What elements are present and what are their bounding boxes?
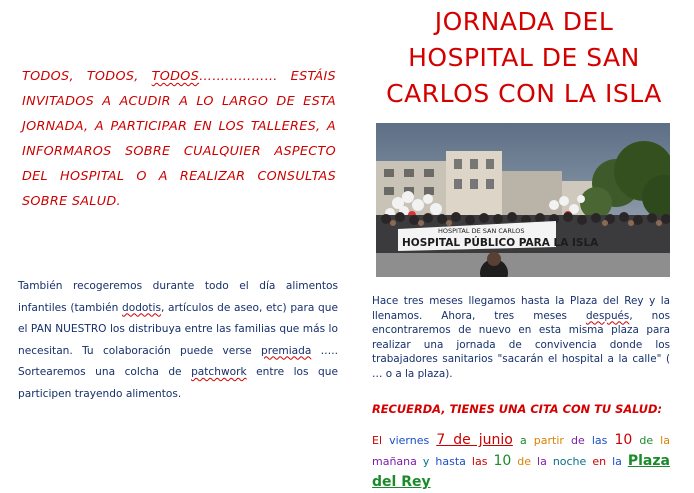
event-word: de (571, 434, 585, 447)
page-title (364, 4, 684, 112)
event-word: las (591, 434, 608, 447)
event-word: y (422, 455, 430, 468)
event-end-hour: 10 (493, 453, 512, 469)
word-despues: después (585, 309, 630, 322)
event-date: 7 de junio (436, 432, 513, 448)
title-line-2: HOSPITAL DE SAN (408, 43, 640, 72)
event-word: de (639, 434, 654, 447)
invitation-text (22, 64, 336, 214)
reminder-heading: RECUERDA, TIENES UNA CITA CON TU SALUD: (372, 402, 663, 416)
event-word: mañana (372, 455, 417, 468)
event-word: la (660, 434, 670, 447)
collection-part-1: También recogeremos durante todo el día alimentos infantiles (también (18, 280, 338, 314)
event-start-hour: 10 (614, 432, 633, 448)
invitation-lead-emphasis: TODOS (151, 69, 200, 84)
invitation-lead: TODOS, TODOS, (22, 69, 152, 84)
event-word: a (519, 434, 527, 447)
title-line-1: JORNADA DEL (434, 7, 614, 36)
title-line-3: CARLOS CON LA ISLA (386, 79, 662, 108)
collection-part-2: , artículos de aseo, etc) para que el PAN NUESTRO los distribuya entre las familias que más lo necesitan. Tu colaboración puede verse (18, 301, 338, 357)
event-word: de (517, 455, 532, 468)
food-collection-text (18, 276, 338, 405)
event-word: hasta (435, 455, 466, 468)
word-patchwork: patchwork (191, 366, 247, 378)
protest-photo (376, 123, 670, 277)
protest-photo-illustration (376, 123, 670, 277)
event-details (372, 430, 670, 493)
event-word: las (471, 455, 488, 468)
event-word: noche (552, 455, 587, 468)
event-word: la (612, 455, 622, 468)
event-word: El (372, 434, 383, 447)
event-place: Plaza del Rey (372, 453, 670, 490)
report-part-1: Hace tres meses llegamos hasta la Plaza del Rey y la llenamos. Ahora, tres meses (372, 295, 670, 322)
banner-main-text: HOSPITAL PÚBLICO PARA LA ISLA (402, 237, 599, 249)
report-text (372, 294, 670, 382)
invitation-body: ……………… ESTÁIS INVITADOS A ACUDIR A LO LARGO DE ESTA JORNADA, A PARTICIPAR EN LOS TALLERES, A INFORMAROS SOBRE CUALQUIER ASPECTO DEL HOSPITAL O A REALIZAR CONSULTAS SOBRE SALUD. (22, 69, 336, 209)
left-column (12, 0, 338, 482)
event-word: en (592, 455, 607, 468)
banner-top-text: HOSPITAL DE SAN CARLOS (438, 227, 525, 235)
event-word: partir (533, 434, 564, 447)
word-dodotis: dodotis (121, 301, 162, 314)
collection-part-3: ….. Sortearemos una colcha de (18, 344, 338, 378)
report-part-2: , nos encontraremos de nuevo en esta misma plaza para realizar una jornada de convivencia donde los trabajadores sanitarios "sacarán el hospital a la calle" ( … o a la plaza). (372, 309, 670, 380)
word-premiada: premiada (261, 344, 312, 357)
collection-part-4: entre los que participen trayendo alimentos. (18, 366, 338, 400)
event-word: la (537, 455, 547, 468)
event-word: viernes (389, 434, 430, 447)
